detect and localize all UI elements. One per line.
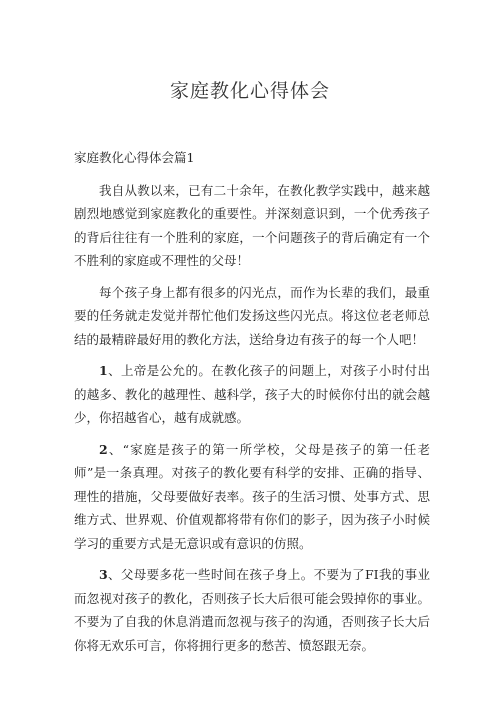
- paragraph-text: 我自从教以来，已有二十余年，在教化教学实践中，越来越剧烈地感觉到家庭教化的重要性。并深刻意识到，一个优秀孩子的背后往往有一个胜利的家庭，一个问题孩子的背后确定有一个不胜利的家庭或不理性的父母！: [74, 182, 430, 268]
- paragraph-text: 、上帝是公允的。在教化孩子的问题上，对孩子小时付出的越多、教化的越理性、越科学，孩子大的时候你付出的就会越少，你招越省心，越有成就感。: [74, 363, 430, 425]
- paragraph-text: 、父母要多花一些时间在孩子身上。不要为了FI我的事业而忽视对孩子的教化，否则孩子长大后很可能会毁掉你的事业。不要为了自我的休息消遣而忽视与孩子的沟通，否则孩子长大后你将无欢乐可言，你将拥行更多的愁苦、愤怒跟无奈。: [74, 567, 430, 653]
- paragraph: [74, 438, 430, 556]
- paragraph-text: 、“家庭是孩子的第一所学校，父母是孩子的第一任老师”是一条真理。对孩子的教化要有科学的安排、正确的指导、理性的措施，父母要做好表率。孩子的生活习惯、处事方式、思维方式、世界观、价值观都将带有你们的影子，因为孩子小时候学习的重要方式是无意识或有意识的仿照。: [74, 441, 430, 551]
- paragraph: [74, 563, 430, 657]
- paragraph: [74, 179, 430, 273]
- paragraph: [74, 359, 430, 430]
- paragraph-text: 每个孩子身上都有很多的闪光点，而作为长辈的我们，最重要的任务就走发觉并帮忙他们发扬这些闪光点。将这位老老师总结的最精辟最好用的教化方法，送给身边有孩子的每一个人吧！: [74, 284, 430, 347]
- document-title: 家庭教化心得体会: [169, 80, 330, 102]
- paragraph-number: 1: [99, 363, 108, 378]
- document-body: [74, 146, 430, 665]
- section-subtitle: 家庭教化心得体会篇1: [74, 150, 195, 165]
- paragraph-number: 2: [99, 441, 108, 457]
- paragraph-number: 3: [99, 567, 108, 582]
- paragraph: [74, 281, 430, 352]
